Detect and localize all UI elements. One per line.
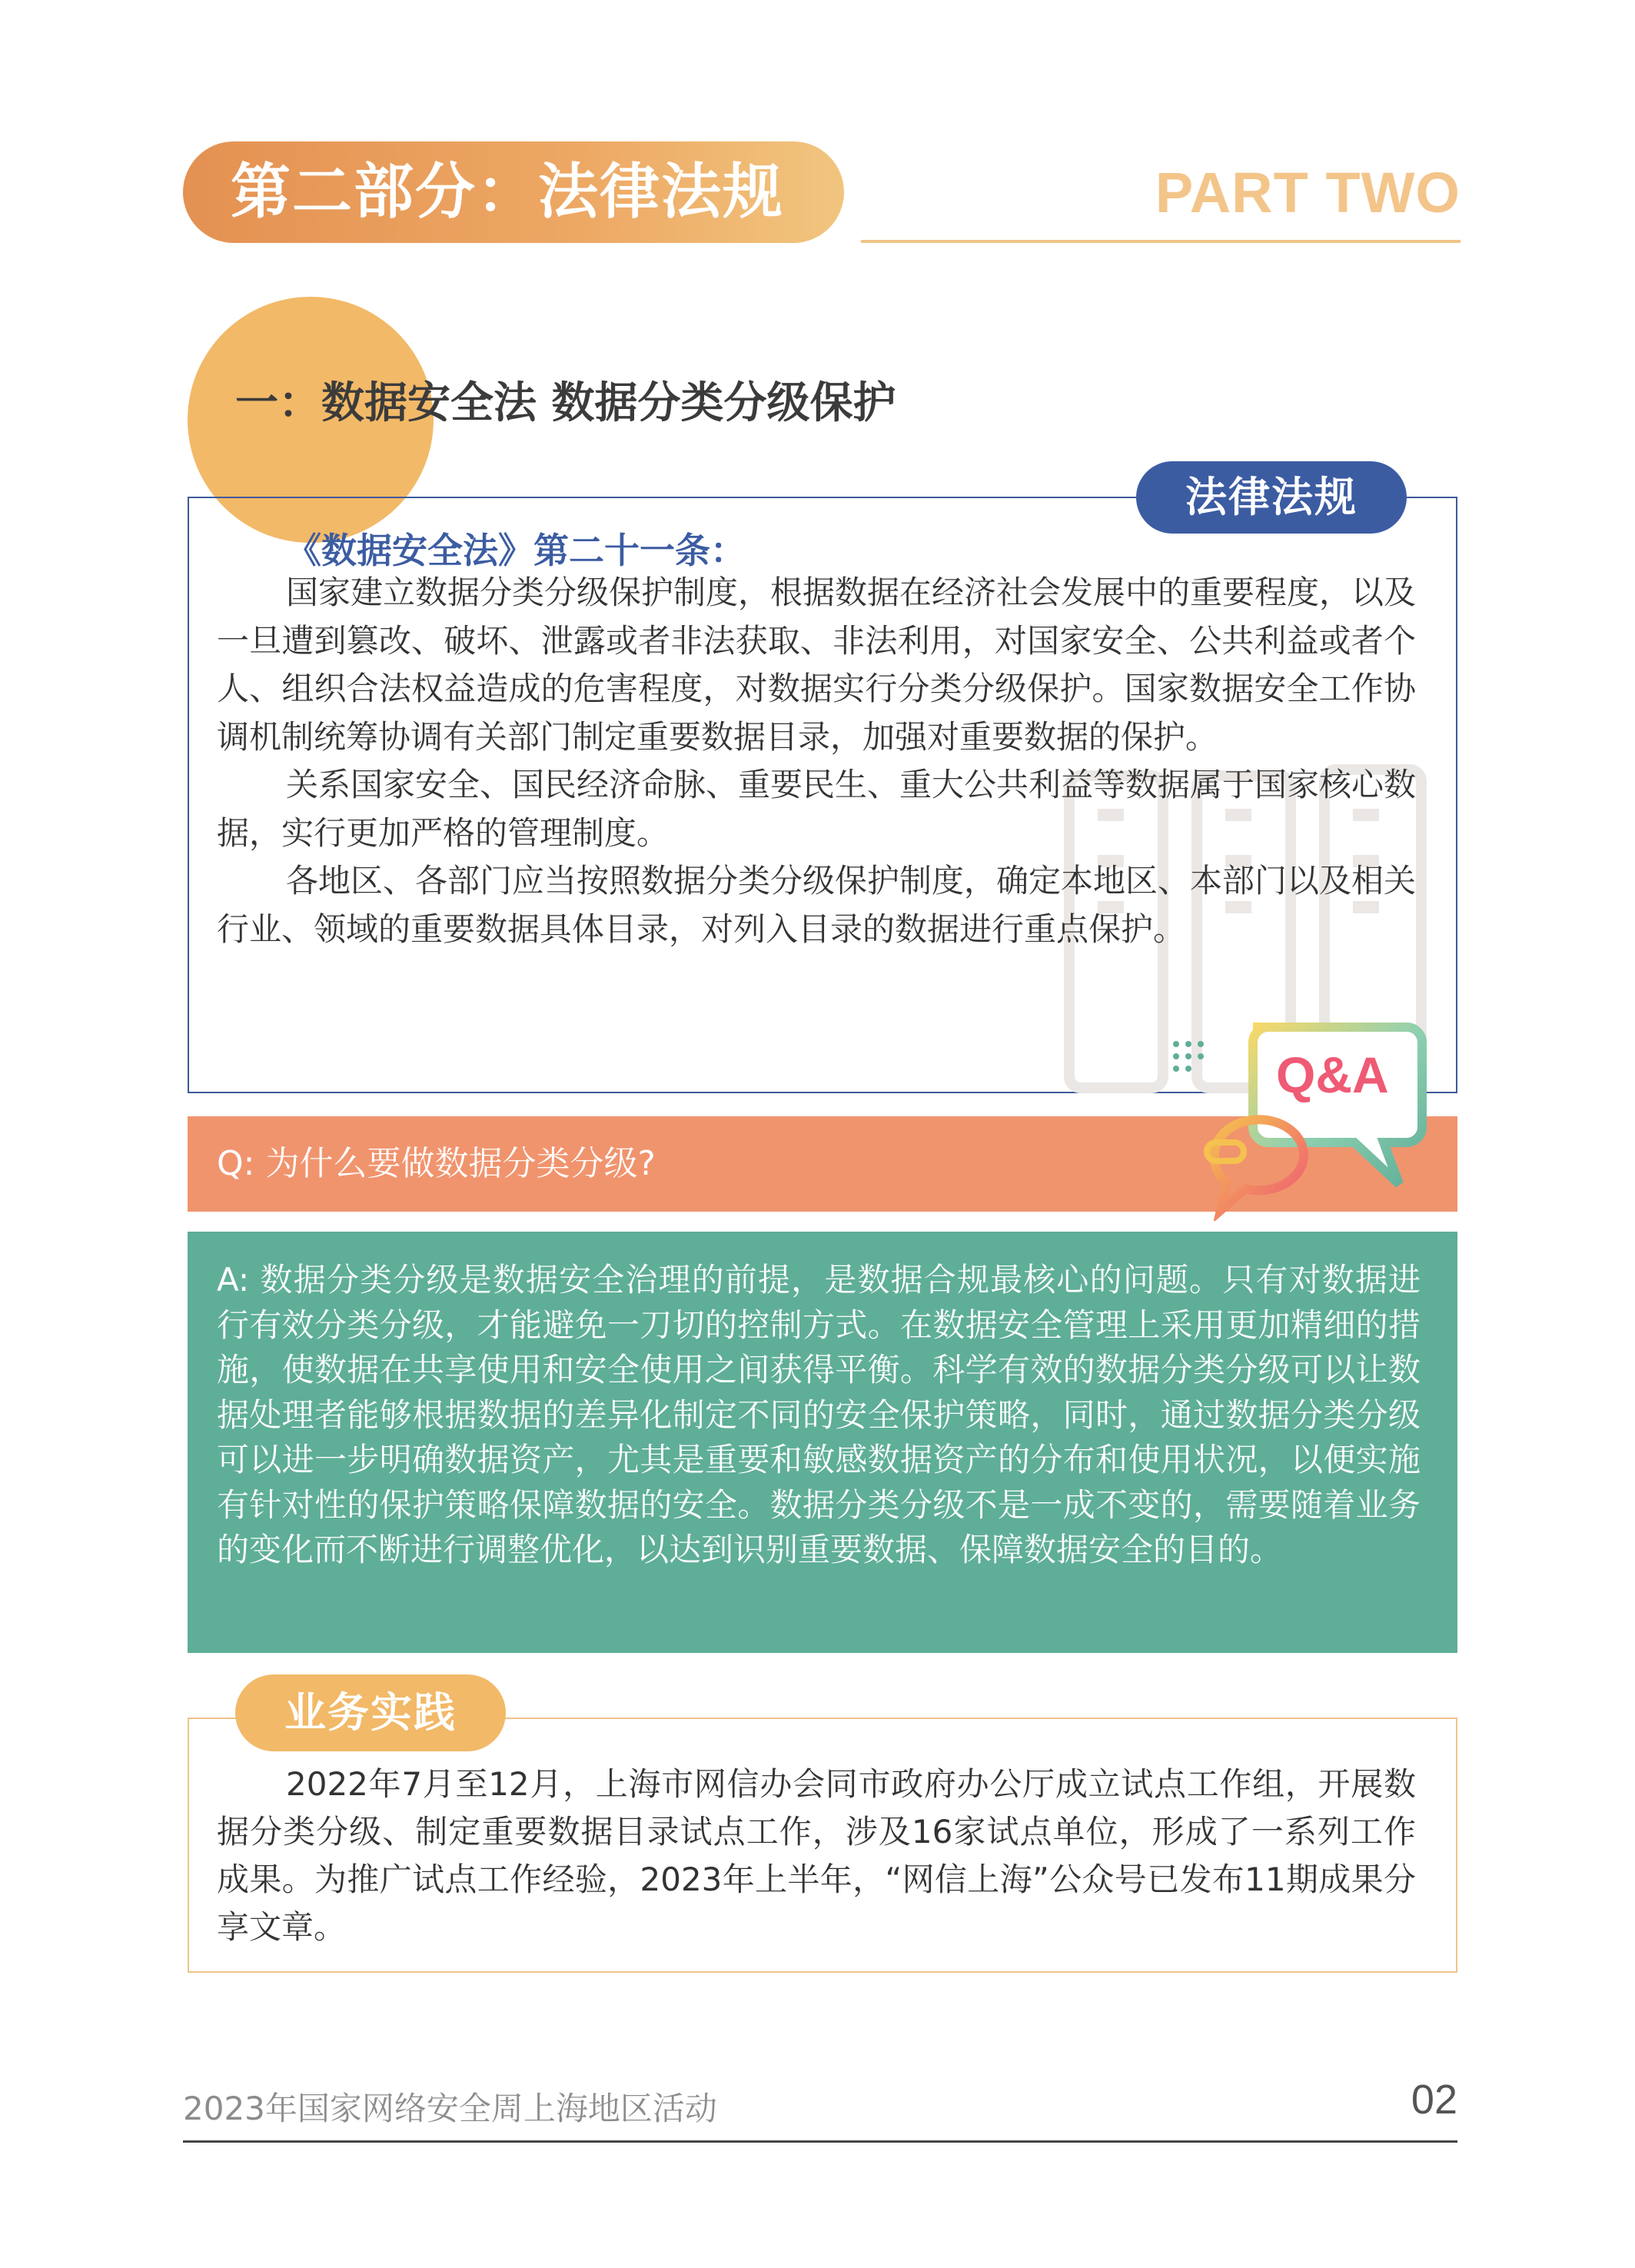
- footer-title: 2023年国家网络安全周上海地区活动: [183, 2090, 717, 2127]
- article-title: 《数据安全法》第二十一条：: [286, 530, 746, 571]
- part-title: 第二部分：法律法规: [231, 158, 785, 227]
- question-text: Q: 为什么要做数据分类分级?: [217, 1144, 656, 1183]
- law-body: [217, 569, 1416, 953]
- answer-text: A: 数据分类分级是数据安全治理的前提，是数据合规最核心的问题。只有对数据进行有效分类分级，才能避免一刀切的控制方式。在数据安全管理上采用更加精细的措施，使数据在共享使用和安全使用之间获得平衡。科学有效的数据分类分级可以让数据处理者能够根据数据的差异化制定不同的安全保护策略，同时，通过数据分类分级可以进一步明确数据资产，尤其是重要和敏感数据资产的分布和使用状况，以便实施有针对性的保护策略保障数据的安全。数据分类分级不是一成不变的，需要随着业务的变化而不断进行调整优化，以达到识别重要数据、保障数据安全的目的。: [217, 1261, 1421, 1568]
- practice-tag: 业务实践: [235, 1674, 506, 1751]
- law-paragraph: 各地区、各部门应当按照数据分类分级保护制度，确定本地区、本部门以及相关行业、领域的重要数据具体目录，对列入目录的数据进行重点保护。: [217, 862, 1417, 948]
- page-number: 02: [1411, 2077, 1457, 2123]
- law-tag: 法律法规: [1136, 461, 1407, 534]
- law-paragraph: 国家建立数据分类分级保护制度，根据数据在经济社会发展中的重要程度，以及一旦遭到篡改、破坏、泄露或者非法获取、非法利用，对国家安全、公共利益或者个人、组织合法权益造成的危害程度，对数据实行分类分级保护。国家数据安全工作协调机制统筹协调有关部门制定重要数据目录，加强对重要数据的保护。: [217, 574, 1417, 756]
- qa-badge: Q&A: [1276, 1046, 1389, 1103]
- footer-divider: [183, 2140, 1457, 2143]
- practice-text: 2022年7月至12月，上海市网信办会同市政府办公厅成立试点工作组，开展数据分类分级、制定重要数据目录试点工作，涉及16家试点单位，形成了一系列工作成果。为推广试点工作经验，2023年上半年，“网信上海”公众号已发布11期成果分享文章。: [217, 1765, 1416, 1946]
- law-paragraph: 关系国家安全、国民经济命脉、重要民生、重大公共利益等数据属于国家核心数据，实行更加严格的管理制度。: [217, 766, 1417, 852]
- section-title: 一：数据安全法 数据分类分级保护: [235, 378, 896, 428]
- qa-bubble-icon: [1153, 1013, 1445, 1221]
- header-divider: [861, 240, 1461, 243]
- part-two-label: PART TWO: [1155, 161, 1461, 224]
